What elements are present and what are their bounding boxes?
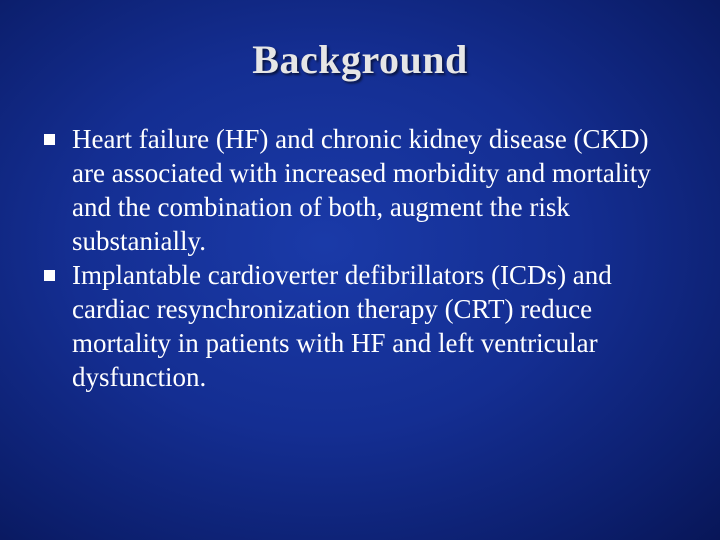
square-bullet-icon xyxy=(44,134,55,145)
square-bullet-icon xyxy=(44,270,55,281)
slide-title: Background xyxy=(252,37,468,82)
bullet-item xyxy=(44,122,684,258)
bullet-list xyxy=(44,122,684,394)
bullet-item xyxy=(44,258,684,394)
bullet-text: Implantable cardioverter defibrillators (ICDs) and cardiac resynchronization therapy (CRT) reduce mortality in patients with HF and left ventricular dysfunction. xyxy=(72,260,612,392)
bullet-text: Heart failure (HF) and chronic kidney disease (CKD) are associated with increased morbidity and mortality and the combination of both, augment the risk substanially. xyxy=(72,124,651,256)
